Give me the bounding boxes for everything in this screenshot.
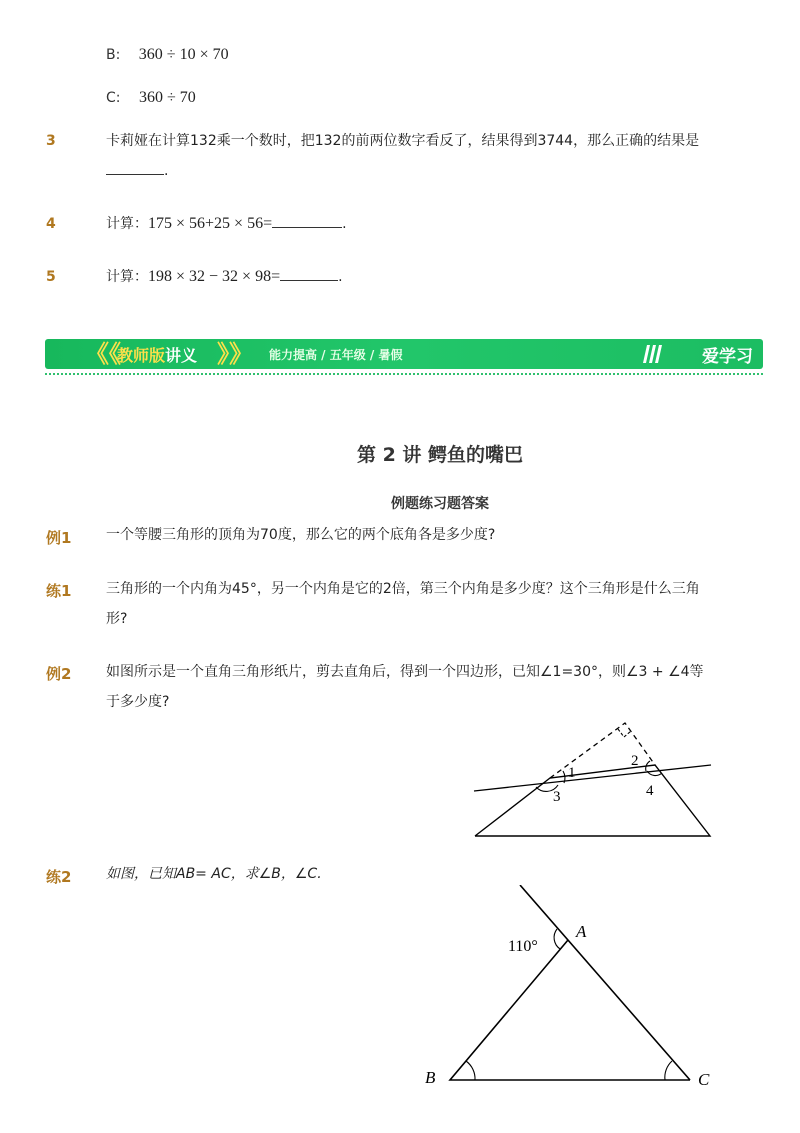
angle-4-label: 4	[646, 783, 654, 799]
question-text	[106, 262, 726, 292]
option-label: C:	[106, 90, 121, 106]
option-expression: 360 ÷ 70	[138, 89, 196, 106]
question-number: 3	[46, 133, 56, 149]
problem-label: 练1	[46, 582, 72, 600]
option-label: B:	[106, 47, 121, 63]
question-expression: 175 × 56+25 × 56=	[148, 215, 273, 232]
question-body: 卡莉娅在计算132乘一个数时，把132的前两位数字看反了，结果得到3744，那么正确的结果是	[106, 133, 700, 149]
logo-stripes-icon	[641, 343, 663, 365]
angle-1-label: 1	[568, 765, 576, 781]
problem-label: 例2	[46, 665, 72, 683]
problem-text: 如图所示是一个直角三角形纸片，剪去直角后，得到一个四边形，已知∠1=30°，则∠3 + ∠4等于多少度?	[106, 664, 704, 710]
question-tail: .	[338, 269, 343, 285]
answer-blank	[280, 266, 338, 281]
question-prefix: 计算：	[106, 269, 148, 285]
lecture-subtitle: 例题练习题答案	[391, 496, 489, 512]
question-text	[106, 209, 726, 239]
brand-logo: 爱学习	[702, 347, 753, 367]
vertex-a-label: A	[576, 922, 587, 941]
option-b	[106, 46, 229, 64]
isosceles-triangle-figure	[420, 885, 720, 1095]
handout-banner	[45, 339, 763, 369]
banner-title-highlight: 教师版	[117, 346, 166, 365]
question-number: 4	[46, 216, 56, 232]
question-number: 5	[46, 269, 56, 285]
problem-text: 一个等腰三角形的顶角为70度，那么它的两个底角各是多少度?	[106, 527, 496, 543]
banner-subtitle: 能力提高 / 五年级 / 暑假	[269, 348, 403, 362]
question-expression: 198 × 32 − 32 × 98=	[148, 268, 281, 285]
banner-title	[117, 343, 197, 366]
problem-text: 三角形的一个内角为45°，另一个内角是它的2倍，第三个内角是多少度？这个三角形是什么三角形?	[106, 581, 700, 627]
lecture-title: 第 2 讲 鳄鱼的嘴巴	[356, 444, 524, 466]
left-chevrons-icon: 《《	[85, 340, 121, 368]
dotted-divider	[45, 373, 763, 375]
cut-triangle-figure	[470, 715, 720, 840]
vertex-c-label: C	[698, 1070, 710, 1089]
question-tail: .	[164, 163, 169, 179]
option-c	[106, 89, 196, 107]
problem-text: 如图，已知AB= AC，求∠B，∠C.	[106, 866, 322, 882]
answer-blank	[106, 160, 164, 175]
angle-2-label: 2	[631, 753, 639, 769]
question-prefix: 计算：	[106, 216, 148, 232]
vertex-b-label: B	[425, 1068, 436, 1087]
problem-label: 例1	[46, 529, 72, 547]
angle-110-label: 110°	[508, 938, 538, 955]
question-text	[106, 126, 726, 186]
problem-label: 练2	[46, 868, 72, 886]
right-chevrons-icon: 》》	[217, 340, 253, 368]
question-tail: .	[342, 216, 347, 232]
banner-title-rest: 讲义	[165, 346, 198, 365]
option-expression: 360 ÷ 10 × 70	[138, 46, 229, 63]
answer-blank	[272, 213, 342, 228]
angle-3-label: 3	[553, 789, 561, 805]
